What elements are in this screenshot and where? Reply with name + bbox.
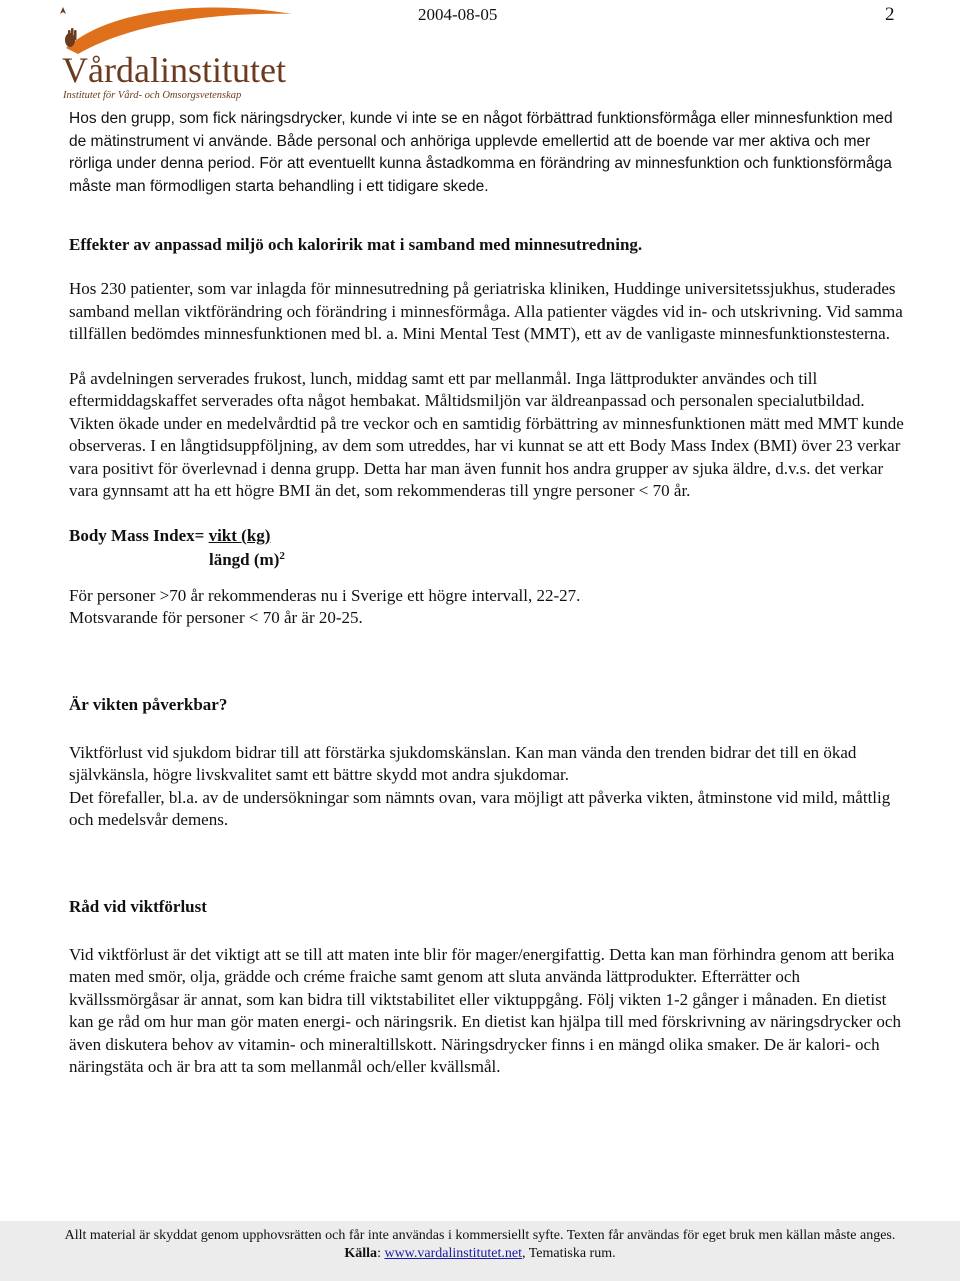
paragraph-ward-meals: På avdelningen serverades frukost, lunch, middag samt ett par mellanmål. Inga lättprodukter användes och till eftermiddagskaffet serverades ofta något hembakat. Måltidsmiljön var äldreanpassad och personalen specialutbildad. — [69, 368, 865, 410]
source-label: Källa — [344, 1246, 378, 1261]
paragraph-dementia: Det förefaller, bl.a. av de undersökningar som nämnts ovan, vara möjligt att påverka vikten, åtminstone vid mild, måttlig och medelsvår demens. — [69, 787, 891, 829]
bmi-formula — [69, 525, 909, 573]
source-suffix: , Tematiska rum. — [521, 1246, 616, 1261]
section-heading-weight: Är vikten påverkbar? — [69, 694, 228, 714]
paragraph-bmi-under-70: Motsvarande för personer < 70 år är 20-25. — [69, 608, 363, 627]
source-link[interactable]: www.vardalinstitutet.net — [384, 1246, 522, 1261]
page-number: 2 — [885, 4, 895, 25]
logo-swoosh — [66, 7, 292, 54]
page-footer — [0, 1221, 960, 1281]
header-date: 2004-08-05 — [418, 5, 498, 24]
paragraph-bmi-over-70: För personer >70 år rekommenderas nu i Sverige ett högre intervall, 22-27. — [69, 585, 581, 605]
paragraph-weight-increase: Vikten ökade under en medelvårdtid på tre veckor och en samtidig förbättring av minnesfunktionen mätt med MMT kunde observeras. I en långtidsuppföljning, av dem som utreddes, har vi kunnat se att ett Body Mass Index (BMI) över 23 verkar vara positivt för överlevnad i denna grupp. Detta har man även funnit hos andra grupper av sjuka äldre, d.v.s. det verkar vara gynnsamt att ha ett högre BMI än det, som rekommenderas till yngre personer < 70 år. — [69, 413, 904, 500]
paragraph-230-patients: Hos 230 patienter, som var inlagda för minnesutredning på geriatriska kliniken, Huddinge universitetssjukhus, studerades samband mellan viktförändring och förändring i minnesförmåga. Alla patienter vägdes vid in- och utskrivning. Vid samma tillfällen bedömdes minnesfunktionen med bl. a. Mini Mental Test (MMT), ett av de vanligaste minnesfunktionstesterna. — [69, 279, 903, 343]
source-line — [0, 1245, 960, 1263]
svg-text:Vårdalinstitutet: Vårdalinstitutet — [62, 50, 286, 90]
section-heading-advice: Råd vid viktförlust — [69, 896, 207, 916]
svg-text:Institutet för Vård- och Omsor: Institutet för Vård- och Omsorgsvetenskap — [63, 90, 242, 101]
document-body — [69, 108, 909, 1079]
paragraph-nutrition-drinks: Hos den grupp, som fick näringsdrycker, kunde vi inte se en något förbättrad funktionsförmåga eller minnesfunktion med de mätinstrument vi använde. Både personal och anhöriga upplevde emellertid att de boende var mer aktiva och mer rörliga under denna period. För att eventuellt kunna åstadkomma en förändring av minnesfunktion och funktionsförmåga måste man förmodligen starta behandling i ett tidigare skede. — [69, 110, 893, 195]
paragraph-weight-loss-illness: Viktförlust vid sjukdom bidrar till att förstärka sjukdomskänslan. Kan man vända den trenden bidrar det till en ökad självkänsla, högre livskvalitet samt ett bättre skydd mot andra sjukdomar. — [69, 742, 857, 784]
paragraph-advice: Vid viktförlust är det viktigt att se till att maten inte blir för mager/energifattig. Detta kan man förhindra genom att berika maten med smör, olja, grädde och créme fraiche samt genom att sluta använda lättprodukter. Efterrätter och kvällssmörgåsar är annat, som kan bidra till viktstabilitet eller viktuppgång. Följ vikten 1-2 gånger i månaden. En dietist kan ge råd om hur man gör maten energi- och näringsrik. En dietist kan hjälpa till med förskrivning av näringsdrycker och även diskutera behov av vitamin- och mineraltillskott. Näringsdrycker finns i en mängd olika smaker. De är kalori- och näringstäta och är bra att ta som mellanmål och/eller kvällsmål. — [69, 944, 901, 1076]
section-heading-environment: Effekter av anpassad miljö och kaloririk mat i samband med minnesutredning. — [69, 235, 643, 254]
bmi-denominator: längd (m) — [209, 549, 280, 569]
bmi-numerator: vikt (kg) — [208, 525, 271, 545]
copyright-notice: Allt material är skyddat genom upphovsrätten och får inte användas i kommersiellt syfte. Texten får användas för eget bruk men källan måste anges. — [64, 1228, 896, 1243]
vardalinstitutet-logo — [56, 4, 302, 102]
bmi-label: Body Mass Index= — [69, 525, 209, 545]
source-separator: : — [377, 1246, 385, 1261]
bmi-exponent: 2 — [279, 549, 285, 562]
